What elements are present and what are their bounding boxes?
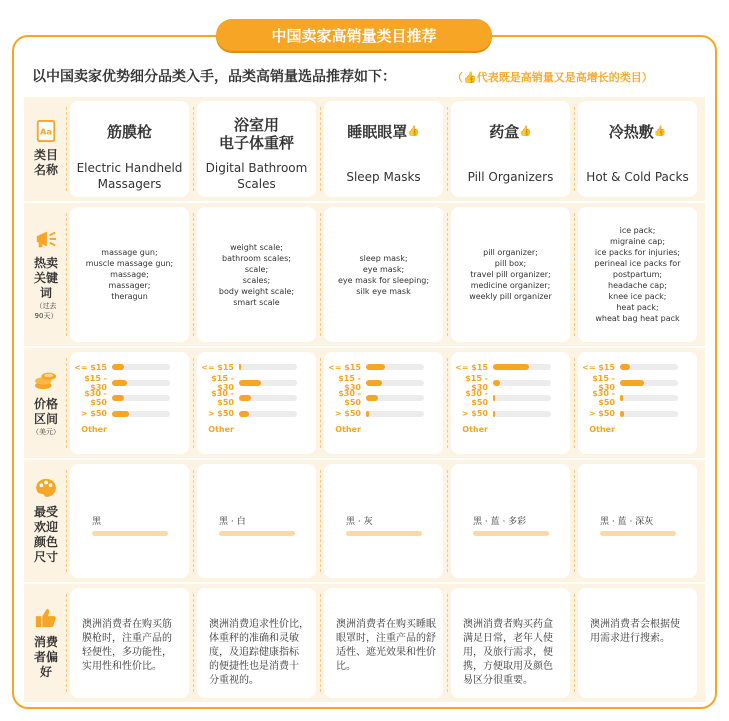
price-row bbox=[322, 373, 424, 392]
color-underline bbox=[92, 531, 168, 536]
intro-text: 以中国卖家优势细分品类入手，品类高销量选品推荐如下： bbox=[32, 69, 396, 85]
price-bar bbox=[366, 380, 382, 386]
price-bar-track bbox=[620, 395, 678, 401]
cell-colors bbox=[70, 464, 189, 578]
price-label: $15 - $30 bbox=[465, 373, 488, 392]
price-label: $15 - $30 bbox=[211, 373, 234, 392]
price-label: $30 - $50 bbox=[84, 389, 107, 407]
consumer-preference: 澳洲消费者在购买睡眠 眼罩时，注重产品的舒 适性、遮光效果和性价 比。 bbox=[336, 619, 436, 672]
price-row bbox=[449, 373, 551, 392]
consumer-preference: 澳洲消费追求性价比， 体重秤的准确和灵敏 度，及追踪健康指标 的便捷性也是消费十 分重视的。 bbox=[209, 619, 309, 686]
price-label: $30 - $50 bbox=[338, 389, 361, 407]
color-underline bbox=[600, 531, 676, 536]
category-name-en: Hot & Cold Packs bbox=[586, 170, 689, 184]
price-label: Other bbox=[462, 424, 488, 434]
thumbs-up-icon: 👍 bbox=[653, 126, 667, 137]
column-divider bbox=[66, 594, 68, 692]
price-bar bbox=[493, 380, 500, 386]
price-label: $30 - $50 bbox=[465, 389, 488, 407]
coins-icon bbox=[33, 369, 59, 397]
price-label: > $50 bbox=[207, 409, 234, 418]
price-bar bbox=[620, 395, 623, 401]
price-bar-track bbox=[620, 364, 678, 370]
cell-colors bbox=[197, 464, 316, 578]
row-label-text: 消费 者偏 好 bbox=[33, 634, 58, 679]
price-row bbox=[449, 422, 493, 436]
price-label: <= $15 bbox=[74, 362, 107, 372]
price-label: <= $15 bbox=[201, 362, 234, 372]
price-bar bbox=[239, 380, 261, 386]
row-label-subtext: （过去 90天） bbox=[34, 302, 58, 320]
price-bar bbox=[239, 364, 241, 370]
price-row bbox=[195, 407, 297, 421]
price-row bbox=[576, 360, 678, 374]
price-label: Other bbox=[589, 424, 615, 434]
price-label: > $50 bbox=[334, 409, 361, 418]
price-bar-track bbox=[112, 364, 170, 370]
column-divider bbox=[447, 213, 449, 336]
category-name-en: Pill Organizers bbox=[467, 170, 554, 184]
price-bar-track bbox=[366, 380, 424, 386]
column-divider bbox=[320, 594, 322, 692]
category-name-cn: 筋膜枪 bbox=[106, 123, 152, 141]
column-divider bbox=[447, 594, 449, 692]
price-bar-track bbox=[239, 380, 297, 386]
column-divider bbox=[574, 594, 576, 692]
price-label: <= $15 bbox=[455, 362, 488, 372]
page-title: 中国卖家高销量类目推荐 bbox=[216, 19, 492, 51]
row-label-price bbox=[26, 348, 66, 458]
popular-colors: 黑 bbox=[92, 517, 102, 527]
thumbs-up-icon: 👍 bbox=[407, 126, 420, 137]
price-row bbox=[449, 391, 551, 405]
price-label: Other bbox=[208, 424, 234, 434]
row-label-text: 最受 欢迎 颜色 尺寸 bbox=[33, 505, 58, 564]
price-row bbox=[68, 360, 170, 374]
price-row bbox=[322, 407, 424, 421]
price-bar bbox=[493, 395, 495, 401]
price-row bbox=[68, 391, 170, 405]
price-row bbox=[576, 422, 620, 436]
price-bar-track bbox=[493, 364, 551, 370]
column-divider bbox=[66, 470, 68, 572]
price-bar-track bbox=[620, 411, 678, 417]
price-row bbox=[576, 391, 678, 405]
price-label: $30 - $50 bbox=[592, 389, 615, 407]
price-row bbox=[195, 373, 297, 392]
price-row bbox=[68, 407, 170, 421]
price-bar bbox=[493, 364, 529, 370]
price-bar bbox=[112, 395, 124, 401]
text-icon bbox=[33, 120, 59, 148]
megaphone-icon bbox=[33, 228, 59, 256]
price-row bbox=[576, 373, 678, 392]
row-label-text: 类目 名称 bbox=[33, 148, 58, 177]
keyword-list: pill organizer; pill box; travel pill organizer; medicine organizer; weekly pill organizer bbox=[469, 248, 552, 301]
price-bar-track bbox=[112, 395, 170, 401]
row-label-colors bbox=[26, 460, 66, 582]
price-bar-track bbox=[239, 364, 297, 370]
price-bar bbox=[620, 411, 624, 417]
column-divider bbox=[320, 107, 322, 191]
price-bar-track bbox=[366, 411, 424, 417]
price-bar-track bbox=[366, 395, 424, 401]
popular-colors: 黑 · 灰 bbox=[346, 517, 373, 527]
column-divider bbox=[574, 470, 576, 572]
price-bar bbox=[112, 411, 129, 417]
row-label-category bbox=[26, 97, 66, 201]
price-bar bbox=[366, 364, 385, 370]
price-bar bbox=[366, 411, 369, 417]
price-label: > $50 bbox=[461, 409, 488, 418]
price-bar-track bbox=[239, 395, 297, 401]
price-bar-track bbox=[112, 411, 170, 417]
price-label: Other bbox=[335, 424, 361, 434]
price-bar-track bbox=[493, 411, 551, 417]
category-name-cn: 药盒👍 bbox=[489, 123, 532, 141]
category-name-en: Electric Handheld Massagers bbox=[76, 161, 183, 191]
price-row bbox=[195, 391, 297, 405]
price-bar-track bbox=[493, 380, 551, 386]
price-row bbox=[68, 373, 170, 392]
column-divider bbox=[193, 470, 195, 572]
intro-note: （👍代表既是高销量又是高增长的类目） bbox=[452, 71, 653, 84]
price-bar bbox=[493, 411, 495, 417]
column-divider bbox=[447, 107, 449, 191]
price-label: $30 - $50 bbox=[211, 389, 234, 407]
price-row bbox=[195, 360, 297, 374]
popular-colors: 黑 · 白 bbox=[219, 517, 246, 527]
consumer-preference: 澳洲消费者会根据使 用需求进行搜索。 bbox=[590, 619, 680, 644]
price-bar bbox=[620, 364, 630, 370]
consumer-preference: 澳洲消费者在购买筋 膜枪时，注重产品的 轻便性，多功能性， 实用性和性价比。 bbox=[82, 619, 172, 672]
column-divider bbox=[447, 470, 449, 572]
svg-text:Aa: Aa bbox=[40, 126, 52, 137]
thumbs-up-icon bbox=[33, 607, 59, 635]
category-name-cn: 睡眠眼罩👍 bbox=[347, 123, 420, 141]
price-label: Other bbox=[81, 424, 107, 434]
color-underline bbox=[346, 531, 422, 536]
price-row bbox=[322, 391, 424, 405]
price-label: <= $15 bbox=[582, 362, 615, 372]
column-divider bbox=[574, 107, 576, 191]
price-label: $15 - $30 bbox=[592, 373, 615, 392]
price-row bbox=[195, 422, 239, 436]
price-row bbox=[322, 360, 424, 374]
price-bar bbox=[366, 395, 378, 401]
price-bar bbox=[112, 364, 124, 370]
column-divider bbox=[320, 470, 322, 572]
price-label: $15 - $30 bbox=[84, 373, 107, 392]
price-row bbox=[449, 360, 551, 374]
column-divider bbox=[193, 213, 195, 336]
price-bar-track bbox=[493, 395, 551, 401]
price-label: > $50 bbox=[80, 409, 107, 418]
price-row bbox=[68, 422, 112, 436]
price-row bbox=[322, 422, 366, 436]
palette-icon bbox=[33, 477, 59, 505]
price-bar-track bbox=[239, 411, 297, 417]
price-bar bbox=[112, 380, 127, 386]
price-bar bbox=[620, 380, 644, 386]
category-name-en: Digital Bathroom Scales bbox=[205, 161, 308, 191]
price-row bbox=[576, 407, 678, 421]
price-label: > $50 bbox=[588, 409, 615, 418]
keyword-list: weight scale; bathroom scales; scale; scales; body weight scale; smart scale bbox=[218, 242, 295, 307]
price-bar bbox=[239, 395, 251, 401]
price-label: <= $15 bbox=[328, 362, 361, 372]
row-label-text: 价格 区间 bbox=[33, 397, 58, 426]
column-divider bbox=[193, 107, 195, 191]
row-label-text: 热卖 关键 词 bbox=[33, 256, 58, 300]
thumbs-up-icon: 👍 bbox=[519, 126, 532, 137]
color-underline bbox=[219, 531, 295, 536]
column-divider bbox=[320, 213, 322, 336]
keyword-list: sleep mask; eye mask; eye mask for sleeping; silk eye mask bbox=[337, 253, 430, 296]
price-label: $15 - $30 bbox=[338, 373, 361, 392]
column-divider bbox=[66, 107, 68, 191]
consumer-preference: 澳洲消费者购买药盒 满足日常，老年人使 用，及旅行需求，便 携，方便取用及颜色 易区分很重要。 bbox=[463, 619, 553, 686]
column-divider bbox=[574, 213, 576, 336]
category-name-en: Sleep Masks bbox=[346, 170, 421, 184]
price-row bbox=[449, 407, 551, 421]
keyword-list: ice pack; migraine cap; ice packs for injuries; perineal ice packs for postpartum; headache cap; knee ice pack; heat pack; wheat bag heat pack bbox=[594, 226, 681, 323]
row-label-pref bbox=[26, 584, 66, 702]
price-bar bbox=[239, 411, 249, 417]
keyword-list: massage gun; muscle massage gun; massage; massager; theragun bbox=[85, 248, 174, 301]
price-bar-track bbox=[366, 364, 424, 370]
price-bar-track bbox=[112, 380, 170, 386]
cell-colors bbox=[324, 464, 443, 578]
category-name-cn: 冷热敷👍 bbox=[608, 123, 667, 141]
price-bar-track bbox=[620, 380, 678, 386]
column-divider bbox=[66, 213, 68, 336]
popular-colors: 黑 · 蓝 · 多彩 bbox=[473, 517, 527, 527]
row-label-subtext: （美元） bbox=[32, 428, 60, 436]
popular-colors: 黑 · 蓝 · 深灰 bbox=[600, 517, 654, 527]
category-name-cn: 浴室用 电子体重秤 bbox=[218, 116, 294, 152]
color-underline bbox=[473, 531, 549, 536]
column-divider bbox=[193, 594, 195, 692]
row-label-keywords bbox=[26, 203, 66, 346]
